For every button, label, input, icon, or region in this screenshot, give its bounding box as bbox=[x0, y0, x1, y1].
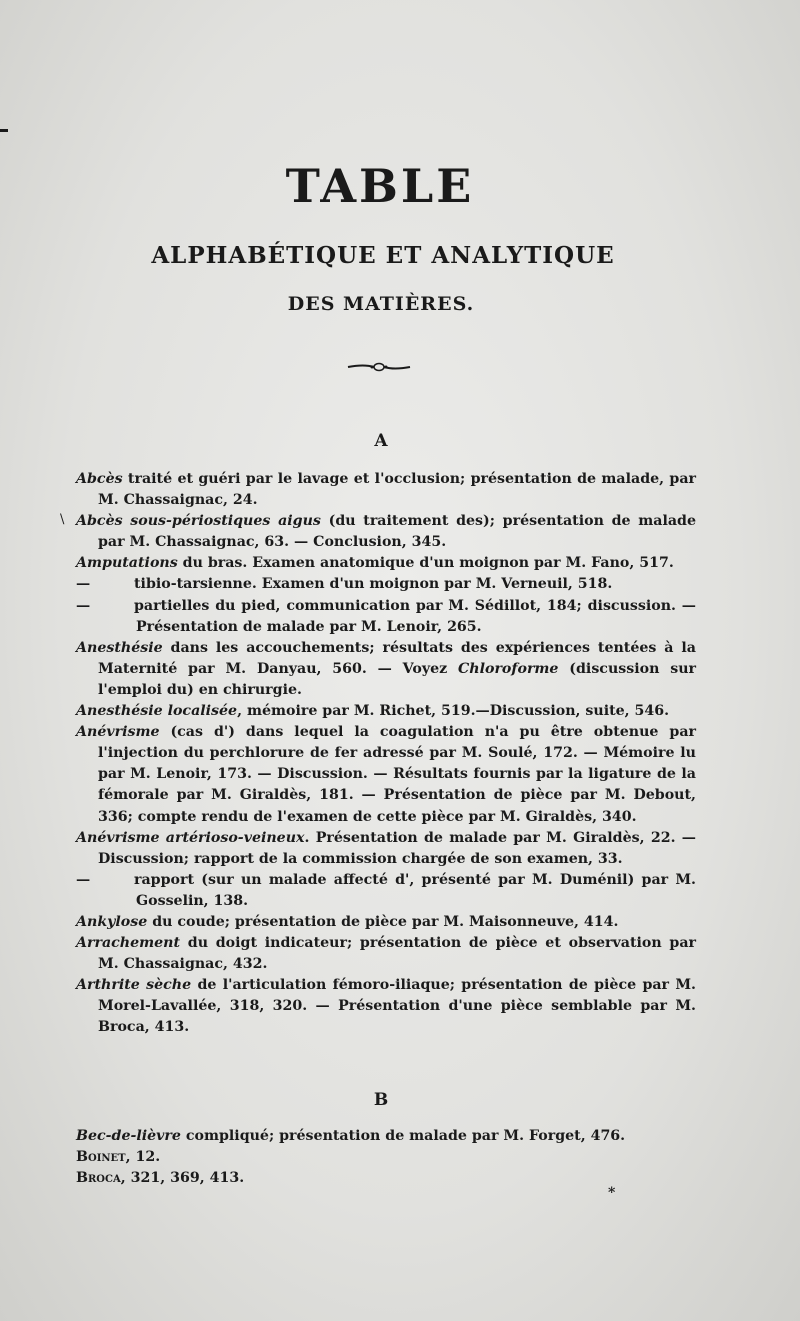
entries-section-a bbox=[76, 469, 696, 1039]
entry-head: Abcès sous-périostiques aigus bbox=[76, 513, 321, 530]
entry-head: Bec-de-lièvre bbox=[76, 1128, 181, 1144]
entry-text: du bras. Examen anatomique d'un moignon par M. Fano, 517. bbox=[177, 555, 674, 572]
asterisk-mark: * bbox=[608, 1185, 616, 1201]
page-subtitle-secondary: DES MATIÈRES. bbox=[287, 293, 475, 315]
ornament-divider bbox=[346, 360, 412, 374]
page-title: TABLE bbox=[285, 159, 475, 213]
index-entry bbox=[76, 912, 696, 933]
entry-text: , 321, 369, 413. bbox=[120, 1170, 245, 1187]
entry-dash: — bbox=[76, 871, 91, 888]
index-entry bbox=[76, 933, 696, 975]
entry-head: Anesthésie bbox=[76, 639, 163, 656]
entry-head: Abcès bbox=[76, 471, 123, 487]
entry-text: du doigt indicateur; présentation de pièce et observation par M. Chassaignac, 432. bbox=[98, 935, 696, 973]
entry-name: Boinet bbox=[76, 1149, 126, 1166]
entry-text: (du traitement des); présentation de malade par M. Chassaignac, 63. — Conclusion, 345. bbox=[98, 513, 696, 551]
entry-head: Anévrisme artérioso-veineux bbox=[76, 829, 305, 846]
entry-head: Amputations bbox=[76, 555, 178, 572]
index-subentry bbox=[76, 870, 696, 912]
page-subtitle: ALPHABÉTIQUE ET ANALYTIQUE bbox=[151, 242, 615, 269]
entry-text: du coude; présentation de pièce par M. Maisonneuve, 414. bbox=[147, 913, 619, 930]
margin-mark: \ bbox=[60, 512, 65, 527]
entry-head: Anesthésie localisée bbox=[76, 703, 238, 720]
entry-text: traité et guéri par le lavage et l'occlusion; présentation de malade, par M. Chassaignac, 24. bbox=[98, 471, 696, 509]
entry-dash: — bbox=[76, 576, 91, 593]
entry-text: , mémoire par M. Richet, 519.—Discussion, suite, 546. bbox=[237, 703, 670, 720]
index-entry bbox=[76, 1126, 696, 1147]
entry-text: . Présentation de malade par M. Giraldès, 22. — Discussion; rapport de la commission chargée de son examen, 33. bbox=[98, 829, 696, 867]
index-entry bbox=[76, 469, 696, 511]
index-entry bbox=[76, 553, 696, 574]
index-entry bbox=[76, 701, 696, 722]
section-letter-b: B bbox=[373, 1090, 389, 1110]
index-entry bbox=[76, 828, 696, 870]
entry-head: Anévrisme bbox=[76, 724, 160, 741]
entry-dash: — bbox=[76, 597, 91, 614]
index-entry-name bbox=[76, 1147, 696, 1168]
entry-text-tail: (discussion sur l'emploi du) en chirurgie. bbox=[98, 660, 697, 698]
entry-head: Ankylose bbox=[76, 913, 148, 930]
index-subentry bbox=[76, 596, 696, 638]
entry-name: Broca bbox=[76, 1170, 121, 1187]
entry-crossref: Chloroforme bbox=[457, 660, 559, 677]
entry-head: Arrachement bbox=[76, 935, 181, 952]
index-entry bbox=[76, 722, 696, 827]
index-entry bbox=[76, 975, 696, 1038]
entry-text: , 12. bbox=[125, 1149, 161, 1166]
index-subentry bbox=[76, 574, 696, 595]
entry-text: tibio-tarsienne. Examen d'un moignon par M. Verneuil, 518. bbox=[134, 576, 613, 593]
entry-text: rapport (sur un malade affecté d', présenté par M. Duménil) par M. Gosselin, 138. bbox=[134, 871, 696, 909]
entry-text: partielles du pied, communication par M. Sédillot, 184; discussion. — Présentation de malade par M. Lenoir, 265. bbox=[134, 597, 696, 635]
section-letter-a: A bbox=[374, 431, 388, 451]
index-entry-name bbox=[76, 1168, 696, 1189]
entry-head: Arthrite sèche bbox=[76, 977, 192, 994]
index-entry bbox=[76, 511, 696, 553]
index-entry bbox=[76, 638, 696, 701]
entries-section-b bbox=[76, 1126, 696, 1189]
entry-text: de l'articulation fémoro-iliaque; présentation de pièce par M. Morel-Lavallée, 318, 320. — Présentation d'une pièce semblable par M. Broca, 413. bbox=[98, 977, 696, 1036]
entry-text: dans les accouchements; résultats des expériences tentées à la Maternité par M. Danyau, 560. — Voyez bbox=[98, 639, 696, 677]
entry-text: compliqué; présentation de malade par M. Forget, 476. bbox=[180, 1128, 626, 1144]
entry-text: (cas d') dans lequel la coagulation n'a pu être obtenue par l'injection du perchlorure de fer adressé par M. Soulé, 172. — Mémoire lu par M. Lenoir, 173. — Discussion. — Résultats fournis par la ligature de la fémorale par M. Giraldès, 181. — Présentation de pièce par M. Debout, 336; compte rendu de l'examen de cette pièce par M. Giraldès, 340. bbox=[98, 724, 696, 825]
margin-tick bbox=[0, 129, 8, 132]
